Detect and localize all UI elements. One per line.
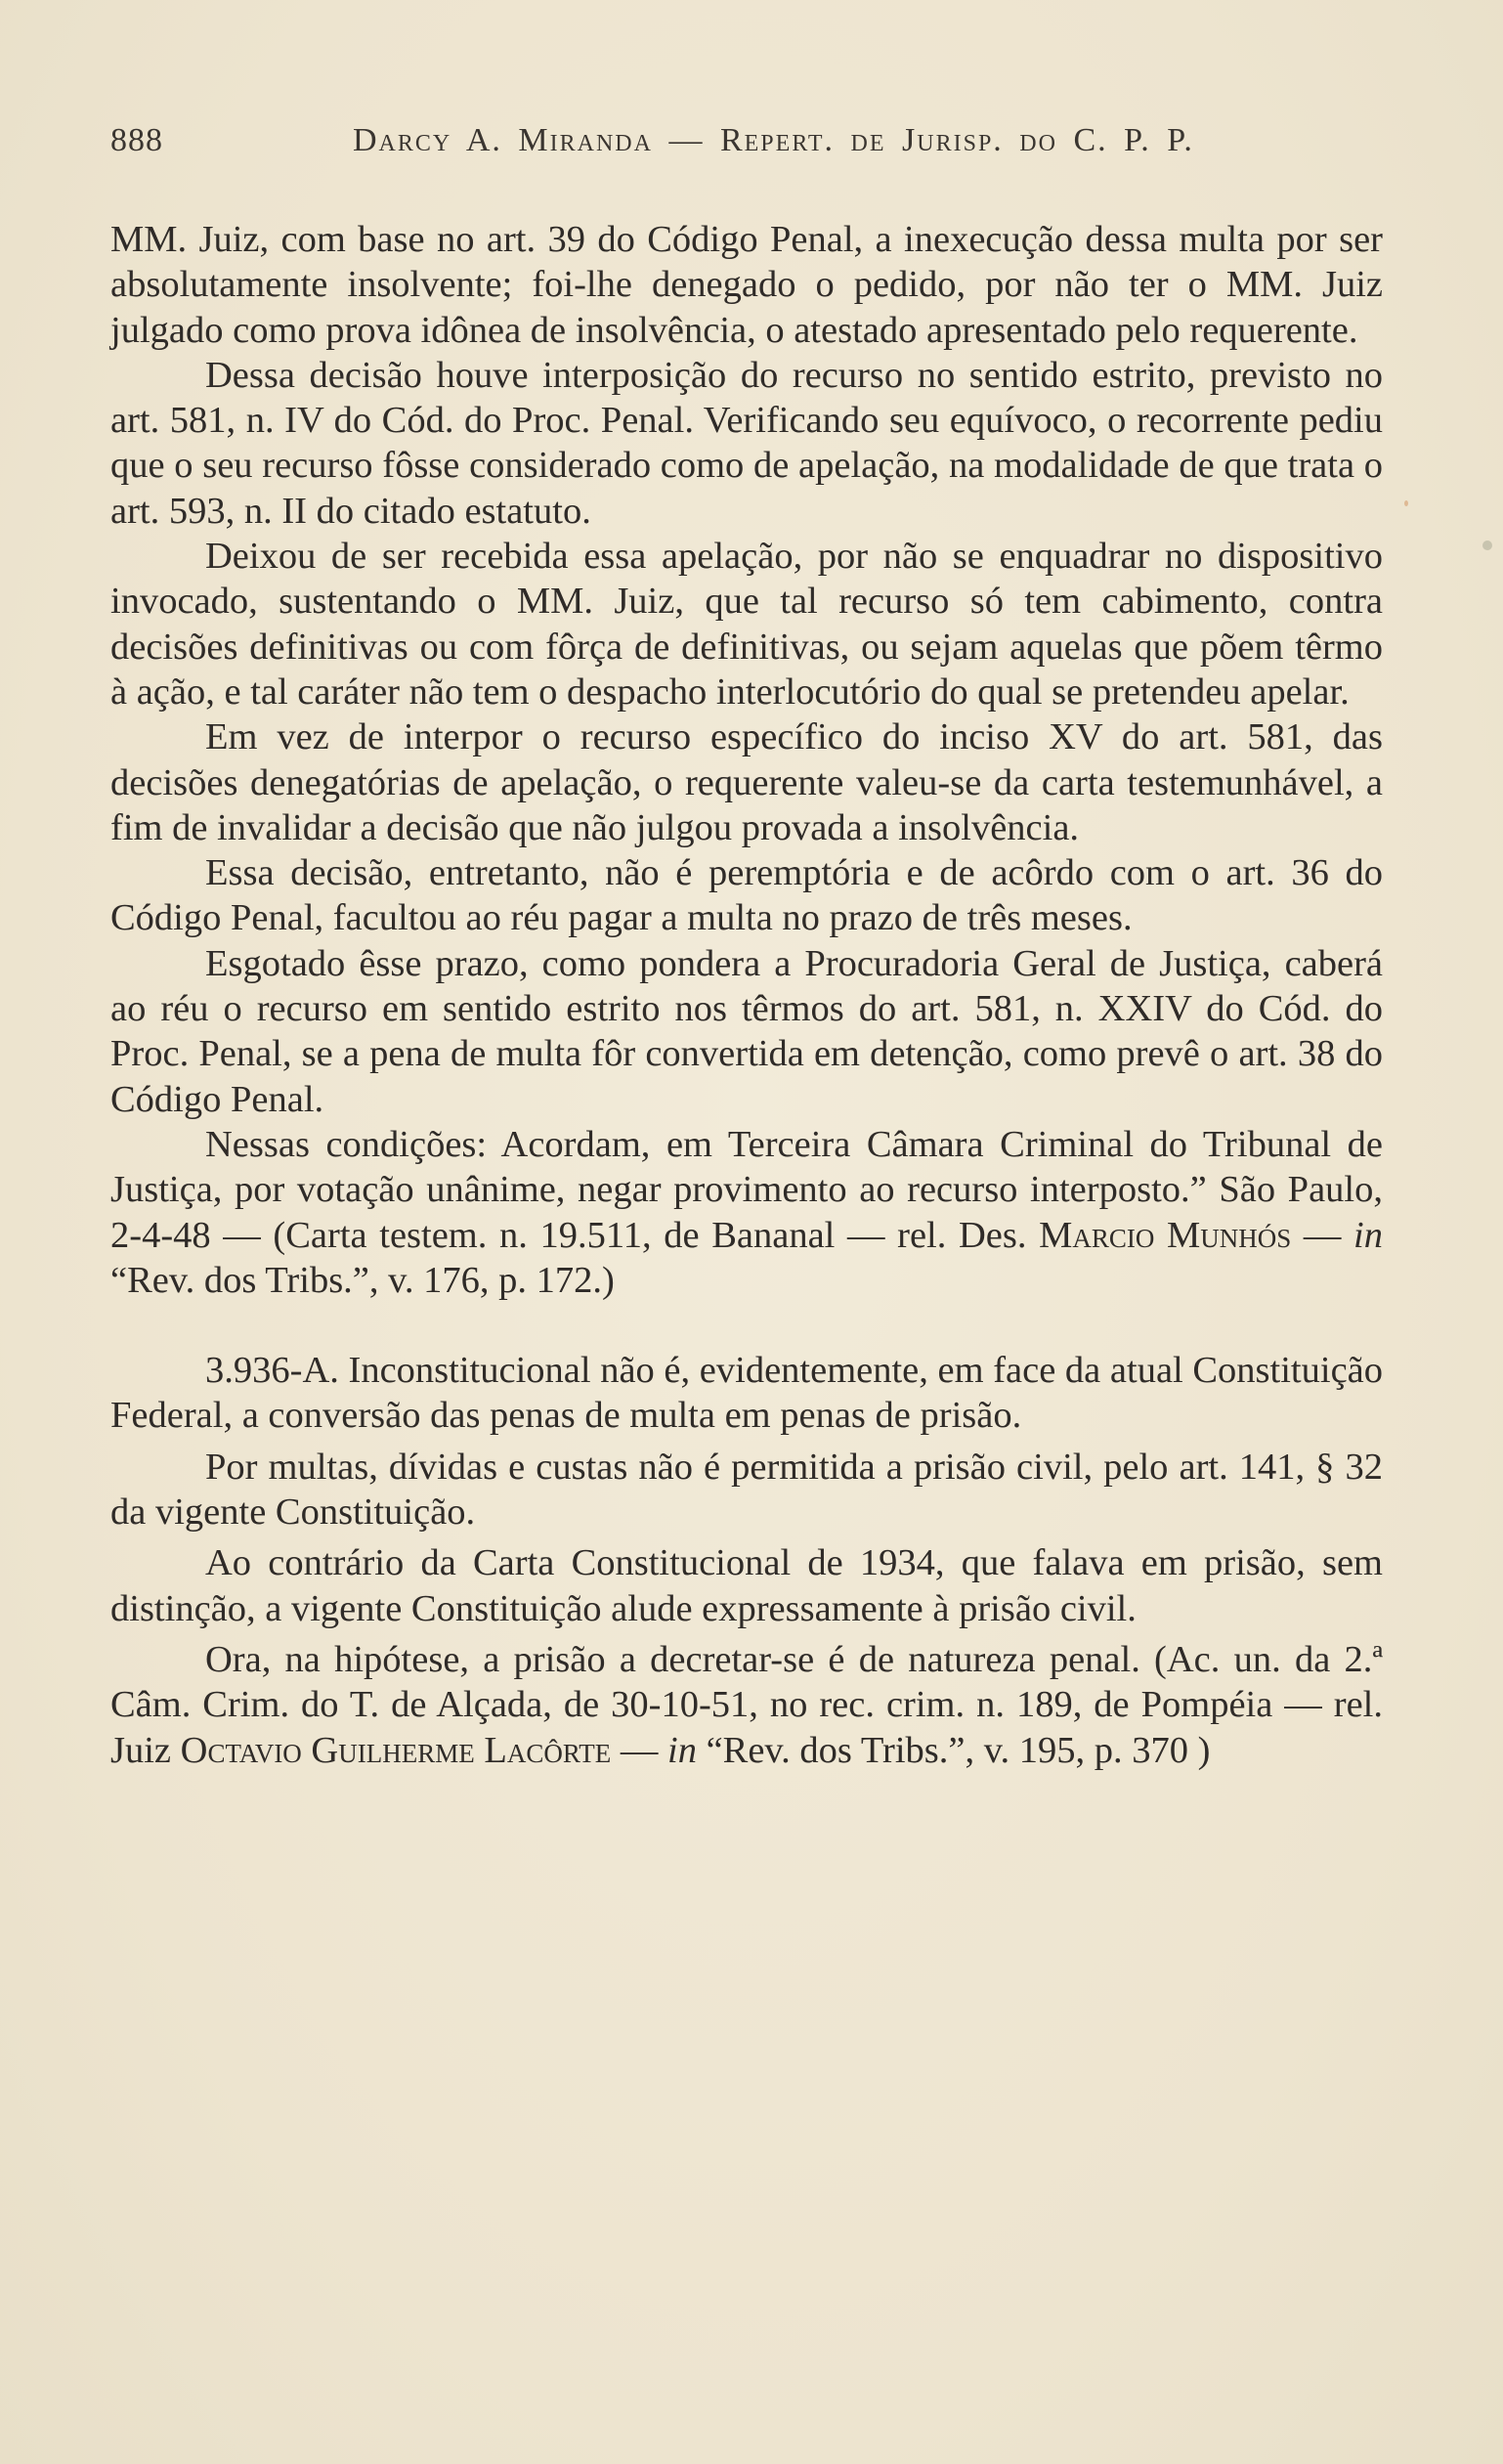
decision-text: Ora, na hipótese, a prisão a decretar-se é de natureza penal. (Ac. un. da 2.ª Câm. Crim. do T. de Alçada, de 30-10-51, no rec. crim. n. 189, de Pompéia — rel. Juiz [110,1638,1383,1771]
judge-name: Octavio Guilherme Lacôrte [180,1729,612,1771]
paper-stain [1482,540,1492,550]
judge-name: Marcio Munhós [1039,1214,1292,1256]
paper-stain [1404,500,1408,506]
paragraph: Em vez de interpor o recurso específico do inciso XV do art. 581, das decisões denegatórias de apelação, o requerente valeu-se da carta testemunhável, a fim de invalidar a decisão que não julgou provada a insolvência. [110,716,1383,848]
paragraph: Por multas, dívidas e custas não é permitida a prisão civil, pelo art. 141, § 32 da vigente Constituição. [110,1446,1383,1534]
page-number: 888 [110,122,163,158]
paragraph-decision [110,1637,1383,1773]
dash: — [611,1729,667,1771]
section-gap [110,1303,1383,1348]
running-title: Darcy A. Miranda — Repert. de Jurisp. do C. P. P. [353,122,1194,158]
paragraph: Deixou de ser recebida essa apelação, por não se enquadrar no dispositivo invocado, sustentando o MM. Juiz, que tal recurso só tem cabimento, contra decisões definitivas ou com fôrça de definitivas, ou sejam aquelas que põem têrmo à ação, e tal caráter não tem o despacho interlocutório do qual se pretendeu apelar. [110,536,1383,713]
paragraph: Essa decisão, entretanto, não é peremptória e de acôrdo com o art. 36 do Código Penal, facultou ao réu pagar a multa no prazo de três meses. [110,852,1383,939]
citation: “Rev. dos Tribs.”, v. 176, p. 172.) [110,1259,615,1301]
entry-3936-A: 3.936-A. Inconstitucional não é, evidentemente, em face da atual Constituição Federal, a conversão das penas de multa em penas de prisão. [110,1350,1383,1437]
citation: “Rev. dos Tribs.”, v. 195, p. 370 ) [696,1729,1211,1771]
decision-text: Nessas condições: Acordam, em Terceira Câmara Criminal do Tribunal de Justiça, por votação unânime, negar provimento ao recurso interposto.” São Paulo, 2-4-48 — (Carta testem. n. 19.511, de Bananal — rel. Des. [110,1123,1383,1256]
paragraph: Esgotado êsse prazo, como pondera a Procuradoria Geral de Justiça, caberá ao réu o recurso em sentido estrito nos têrmos do art. 581, n. XXIV do Cód. do Proc. Penal, se a pena de multa fôr convertida em detenção, como prevê o art. 38 do Código Penal. [110,942,1383,1120]
paragraph: Dessa decisão houve interposição do recurso no sentido estrito, previsto no art. 581, n. IV do Cód. do Proc. Penal. Verificando seu equívoco, o recorrente pediu que o seu recurso fôsse considerado como de apelação, na modalidade de que trata o art. 593, n. II do citado estatuto. [110,354,1383,532]
paragraph-decision [110,1122,1383,1303]
paragraph: Ao contrário da Carta Constitucional de 1934, que falava em prisão, sem distinção, a vigente Constituição alude expressamente à prisão civil. [110,1542,1383,1629]
dash: — [1291,1214,1354,1256]
body-text [110,217,1383,1773]
paragraph: MM. Juiz, com base no art. 39 do Código Penal, a inexecução dessa multa por ser absolutamente insolvente; foi-lhe denegado o pedido, por não ter o MM. Juiz julgado como prova idônea de insolvência, o atestado apresentado pelo requerente. [110,219,1383,351]
running-header [110,122,1386,159]
in-italic: in [1353,1214,1383,1256]
in-italic: in [667,1729,697,1771]
